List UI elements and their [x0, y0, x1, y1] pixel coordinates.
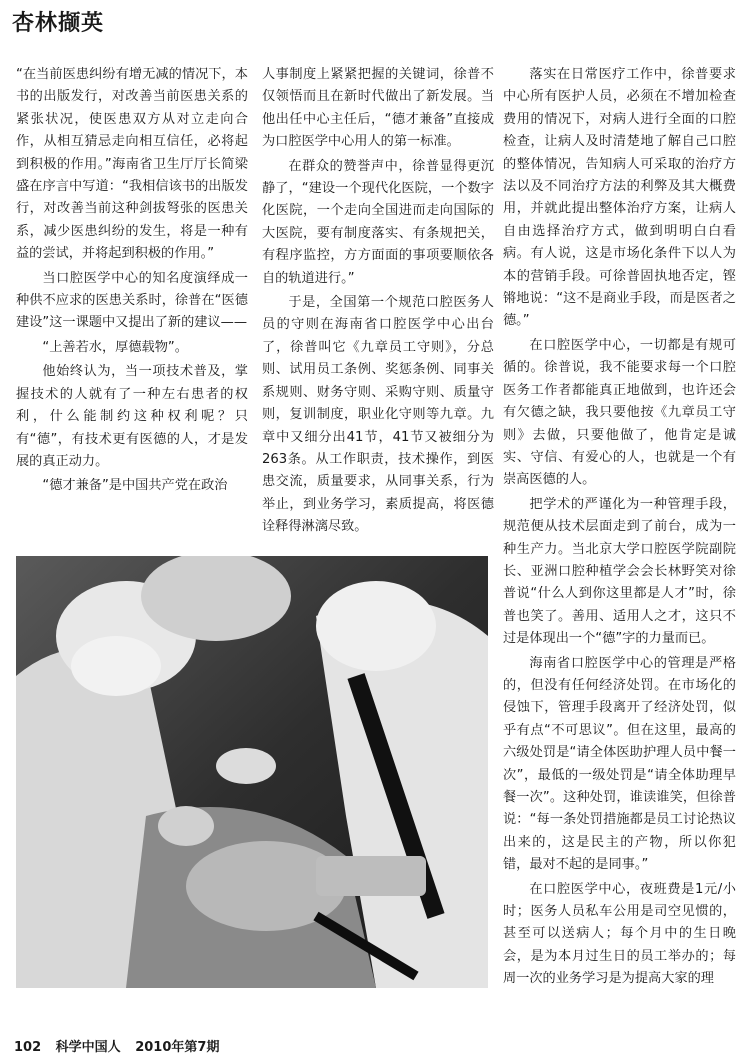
magazine-name: 科学中国人: [55, 1040, 121, 1055]
paragraph: 在群众的赞誉声中，徐普显得更沉静了，“建设一个现代化医院，一个数字化医院，一个走向全国进而走向国际的大医院，要有制度落实、有条规把关，有程序监控，方方面面的事项要顺依各自的轨道进行。”: [262, 158, 494, 286]
paragraph: 海南省口腔医学中心的管理是严格的，但没有任何经济处罚。在市场化的侵蚀下，管理手段离开了经济处罚，似乎有点“不可思议”。但在这里，最高的六级处罚是“请全体医助护理人员中餐一次”，最低的一级处罚是“请全体助理早餐一次”。这种处罚，谁读谁笑，但徐普说：“每一条处罚措施都是员工讨论热议出来的，这是民主的产物，所以你犯错，最对不起的是同事。”: [503, 655, 736, 873]
paragraph: 当口腔医学中心的知名度演绎成一种供不应求的医患关系时，徐普在“医德建设”这一课题中又提出了新的建议——: [16, 270, 248, 331]
text-column-2: [262, 64, 494, 541]
text-column-1: [16, 64, 248, 500]
paragraph: 他始终认为，当一项技术普及，掌握技术的人就有了一种左右患者的权利，什么能制约这种权利呢？只有“德”，有技术更有医德的人，才是发展的真正动力。: [16, 364, 248, 469]
page-number: 102: [14, 1040, 42, 1055]
page-footer: [14, 1036, 229, 1055]
paragraph: “在当前医患纠纷有增无减的情况下，本书的出版发行，对改善当前医患关系的紧张状况，使医患双方从对立走向合作，从相互猜忌走向相互信任，必将起到积极的作用。”海南省卫生厅厅长简梁盛在序言中写道：“我相信该书的出版发行，对改善当前这种剑拔弩张的医患关系，减少医患纠纷的发生，将是一种有益的尝试，并将起到积极的作用。”: [16, 67, 248, 262]
paragraph: 落实在日常医疗工作中，徐普要求中心所有医护人员，必须在不增加检查费用的情况下，对病人进行全面的口腔检查，让病人及时清楚地了解自己口腔的整体情况，告知病人可采取的治疗方法以及不同治疗方法的利弊及其大概费用，并就此提出整体治疗方案，让病人自由选择治疗方式，做到明明白白看病。有人说，这是市场化条件下以人为本的营销手段。可徐普固执地否定，铿锵地说：“这不是商业手段，而是医者之德。”: [503, 67, 736, 329]
paragraph: 于是，全国第一个规范口腔医务人员的守则在海南省口腔医学中心出台了，徐普叫它《九章员工守则》，分总则、试用员工条例、奖惩条例、同事关系规则、财务守则、采购守则、质量守则，复训制度，职业化守则等九章。九章中又细分出41节，41节又被细分为263条。从工作职责，技术操作，到医患交流，质量要求，从同事关系，行为举止，到业务学习，素质提高，将医德诠释得淋漓尽致。: [262, 295, 494, 535]
paragraph: “德才兼备”是中国共产党在政治: [42, 478, 228, 494]
paragraph: “上善若水，厚德载物”。: [42, 339, 188, 355]
paragraph: 人事制度上紧紧把握的关键词，徐普不仅领悟而且在新时代做出了新发展。当他出任中心主任后，“德才兼备”直接成为口腔医学中心用人的第一标准。: [262, 67, 494, 150]
text-column-3: [503, 64, 736, 993]
issue-label: 2010年第7期: [135, 1040, 220, 1055]
paragraph: 把学术的严谨化为一种管理手段，规范便从技术层面走到了前台，成为一种生产力。当北京大学口腔医学院副院长、亚洲口腔种植学会会长林野笑对徐普说“什么人到你这里都是人才”时，徐普也笑了。善用、适用人之才，这只不过是体现出一个“德”字的力量而已。: [503, 496, 736, 647]
surgery-photo: [16, 556, 488, 988]
paragraph: 在口腔医学中心，夜班费是1元/小时；医务人员私车公用是司空见惯的，甚至可以送病人；每个月中的生日晚会，是为本月过生日的员工举办的；每周一次的业务学习是为提高大家的理: [503, 881, 736, 987]
section-title: 杏林撷英: [12, 11, 105, 36]
paragraph: 在口腔医学中心，一切都是有规可循的。徐普说，我不能要求每一个口腔医务工作者都能真正地做到，也许还会有欠德之缺，我只要他按《九章员工守则》去做，只要他做了，他肯定是诚实、守信、有爱心的人，也就是一个有崇高医德的人。: [503, 337, 736, 488]
